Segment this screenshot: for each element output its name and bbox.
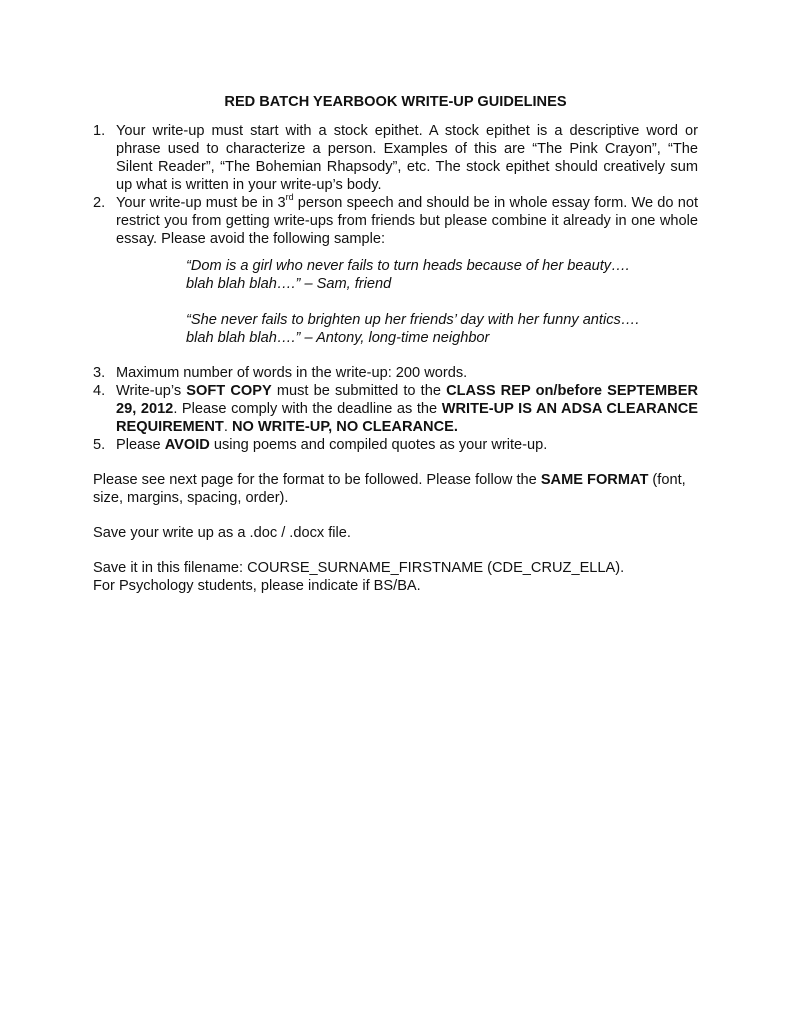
list-item xyxy=(93,122,698,194)
guidelines-list-continued xyxy=(93,364,698,454)
list-item xyxy=(93,436,698,454)
list-item-number: 4. xyxy=(93,383,106,399)
same-format-emphasis: SAME FORMAT xyxy=(540,472,649,488)
sample-quotes xyxy=(186,257,698,347)
list-item-number: 5. xyxy=(93,437,106,453)
sample-quote: “Dom is a girl who never fails to turn heads because of her beauty…. blah blah blah….” – Sam, friend xyxy=(186,258,630,292)
document-page xyxy=(93,93,698,595)
sample-quote: “She never fails to brighten up her friends’ day with her funny antics…. blah blah blah….” – Antony, long-time neighbor xyxy=(186,312,640,346)
soft-copy-emphasis: SOFT COPY xyxy=(186,383,272,399)
filename-note: Save it in this filename: COURSE_SURNAME_FIRSTNAME (CDE_CRUZ_ELLA). xyxy=(93,560,625,576)
list-item xyxy=(93,382,698,436)
ordinal-superscript: rd xyxy=(285,192,294,202)
list-item-text: Write-up’s SOFT COPY must be submitted to the CLASS REP on/before SEPTEMBER 29, 2012. Please comply with the deadline as the WRITE-UP IS AN ADSA CLEARANCE REQUIREMENT. NO WRITE-UP, NO CLEARANCE. xyxy=(116,383,698,435)
list-item-text: Please AVOID using poems and compiled quotes as your write-up. xyxy=(116,437,548,453)
document-title: RED BATCH YEARBOOK WRITE-UP GUIDELINES xyxy=(224,94,567,110)
list-item xyxy=(93,364,698,382)
avoid-emphasis: AVOID xyxy=(164,437,210,453)
psychology-note: For Psychology students, please indicate if BS/BA. xyxy=(93,578,421,594)
guidelines-list xyxy=(93,122,698,248)
list-item-number: 1. xyxy=(93,123,106,139)
list-item-text: Your write-up must be in 3rd person speech and should be in whole essay form. We do not restrict you from getting write-ups from friends but please combine it already in one whole essay. Please avoid the following sample: xyxy=(116,192,698,247)
list-item-text: Maximum number of words in the write-up: 200 words. xyxy=(116,365,468,381)
clearance-requirement-emphasis: WRITE-UP IS AN ADSA CLEARANCE REQUIREMENT xyxy=(116,401,698,435)
no-clearance-emphasis: NO WRITE-UP, NO CLEARANCE. xyxy=(231,419,458,435)
list-item xyxy=(93,194,698,248)
list-item-number: 3. xyxy=(93,365,106,381)
save-format-note: Save your write up as a .doc / .docx file. xyxy=(93,525,351,541)
deadline-emphasis: CLASS REP on/before SEPTEMBER 29, 2012 xyxy=(116,383,698,417)
list-item-number: 2. xyxy=(93,195,106,211)
list-item-text: Your write-up must start with a stock epithet. A stock epithet is a descriptive word or phrase used to characterize a person. Examples of this are “The Pink Crayon”, “The Silent Reader”, “The Bohemian Rhapsody”, etc. The stock epithet should creatively sum up what is written in your write-up’s body. xyxy=(116,123,698,193)
format-note: Please see next page for the format to be followed. Please follow the SAME FORMAT (font, size, margins, spacing, order). xyxy=(93,472,686,506)
